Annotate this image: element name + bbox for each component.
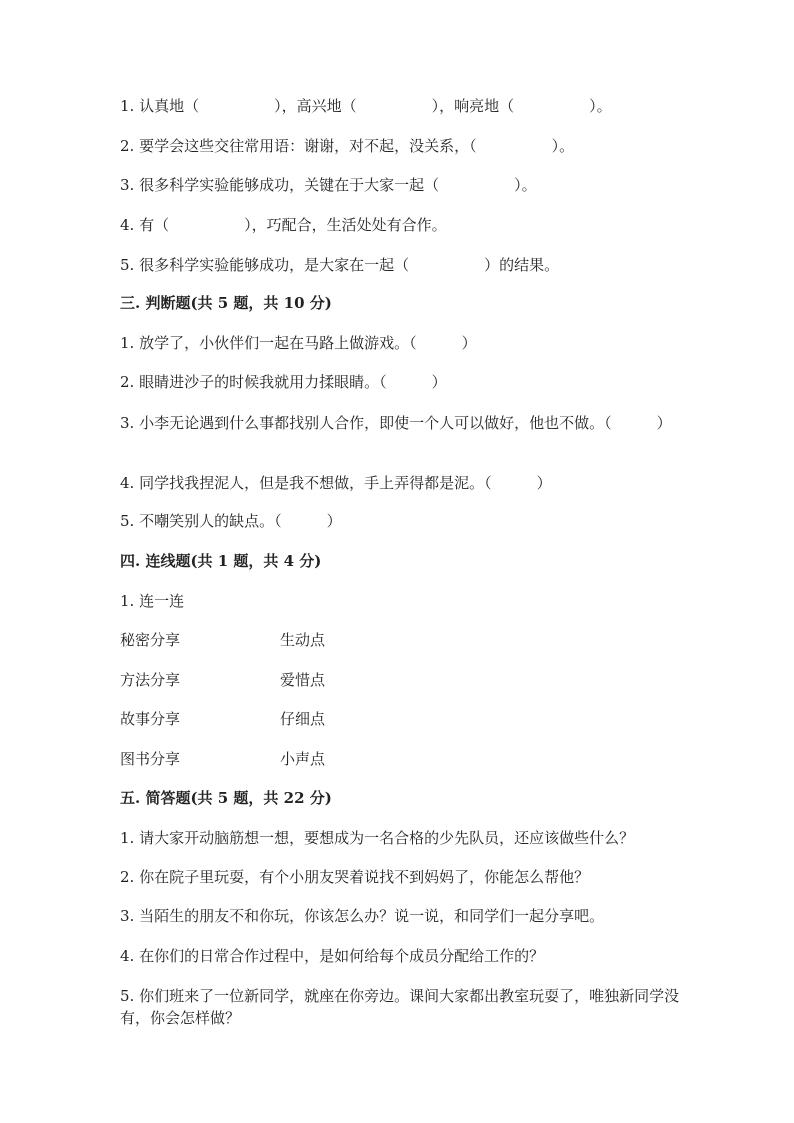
fill-blank-question-5: 5. 很多科学实验能够成功，是大家在一起（ ）的结果。 — [120, 256, 560, 274]
match-right-item-2: 爱惜点 — [280, 671, 326, 689]
judge-question-5: 5. 不嘲笑别人的缺点。（ ） — [120, 512, 342, 530]
short-question-2: 2. 你在院子里玩耍，有个小朋友哭着说找不到妈妈了，你能怎么帮他？ — [120, 868, 590, 886]
fill-blank-question-2: 2. 要学会这些交往常用语：谢谢，对不起，没关系，（ ）。 — [120, 137, 575, 155]
short-question-5: 5. 你们班来了一位新同学，就座在你旁边。课间大家都出教室玩耍了，唯独新同学没有，你会怎样做？ — [120, 987, 680, 1027]
judge-question-1: 1. 放学了，小伙伴们一起在马路上做游戏。（ ） — [120, 334, 477, 352]
short-question-1: 1. 请大家开动脑筋想一想，要想成为一名合格的少先队员，还应该做些什么？ — [120, 829, 635, 847]
match-left-item-2: 方法分享 — [120, 671, 181, 689]
short-section-heading: 五. 简答题(共 5 题，共 22 分) — [120, 789, 332, 807]
short-question-3: 3. 当陌生的朋友不和你玩，你该怎么办？说一说，和同学们一起分享吧。 — [120, 907, 605, 925]
fill-blank-question-3: 3. 很多科学实验能够成功，关键在于大家一起（ ）。 — [120, 176, 537, 194]
judge-section-heading: 三. 判断题(共 5 题，共 10 分) — [120, 294, 332, 312]
match-section-heading: 四. 连线题(共 1 题，共 4 分) — [120, 552, 322, 570]
fill-blank-question-4: 4. 有（ ），巧配合，生活处处有合作。 — [120, 216, 447, 234]
match-left-item-3: 故事分享 — [120, 710, 181, 728]
match-left-item-1: 秘密分享 — [120, 631, 181, 649]
match-right-item-3: 仔细点 — [280, 710, 326, 728]
match-question-1: 1. 连一连 — [120, 592, 185, 610]
judge-question-2: 2. 眼睛进沙子的时候我就用力揉眼睛。（ ） — [120, 373, 447, 391]
match-left-item-4: 图书分享 — [120, 750, 181, 768]
match-right-item-4: 小声点 — [280, 750, 326, 768]
short-question-4: 4. 在你们的日常合作过程中，是如何给每个成员分配给工作的？ — [120, 947, 545, 965]
judge-question-4: 4. 同学找我捏泥人，但是我不想做，手上弄得都是泥。（ ） — [120, 474, 552, 492]
match-right-item-1: 生动点 — [280, 631, 326, 649]
judge-question-3: 3. 小李无论遇到什么事都找别人合作，即使一个人可以做好，他也不做。（ ） — [120, 414, 672, 432]
fill-blank-question-1: 1. 认真地（ ），高兴地（ ），响亮地（ ）。 — [120, 97, 612, 115]
